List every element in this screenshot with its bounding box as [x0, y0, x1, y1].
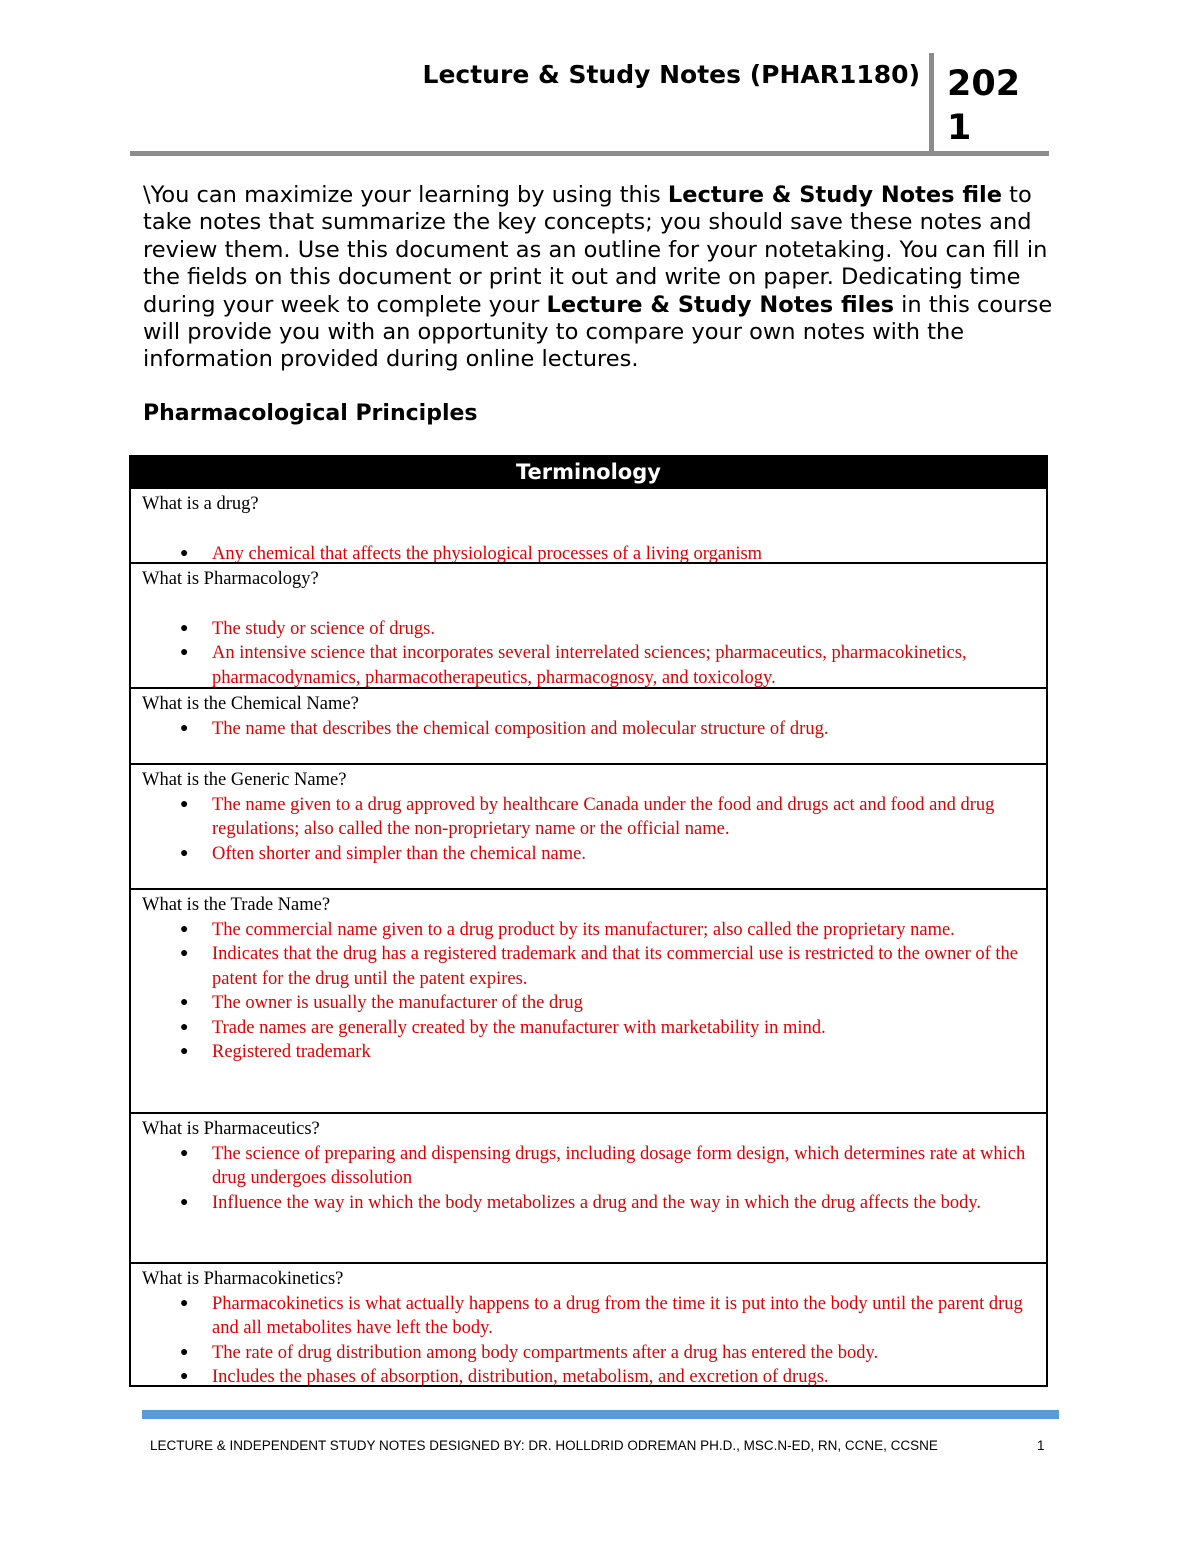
table-row-pharmacology[interactable] — [131, 562, 1046, 687]
answer-item — [142, 1040, 1038, 1065]
answer-item — [142, 991, 1038, 1016]
question-label: What is the Trade Name? — [142, 895, 331, 915]
intro-text-3: in this course will provide you with an opportunity to compare your own notes with the information provided during online lectures. — [143, 291, 1053, 373]
answer-text: The name that describes the chemical composition and molecular structure of drug. — [212, 718, 829, 739]
answer-item — [142, 793, 1038, 842]
bullet-icon: ● — [180, 1344, 189, 1360]
question-label: What is Pharmaceutics? — [142, 1119, 320, 1139]
table-row-trade-name[interactable] — [131, 888, 1046, 1112]
answer-item — [142, 942, 1038, 991]
answer-item — [142, 1142, 1038, 1191]
bullet-icon: ● — [180, 845, 189, 861]
question-label: What is the Chemical Name? — [142, 694, 359, 714]
header-divider-vertical — [929, 53, 934, 156]
answer-item — [142, 1016, 1038, 1041]
answer-text: The commercial name given to a drug product by its manufacturer; also called the proprietary name. — [212, 919, 955, 940]
bullet-icon: ● — [180, 545, 189, 561]
table-header: Terminology — [131, 457, 1046, 487]
answer-text: The rate of drug distribution among body compartments after a drug has entered the body. — [212, 1342, 879, 1363]
answer-item — [142, 1292, 1038, 1341]
answer-text: The name given to a drug approved by healthcare Canada under the food and drugs act and food and drug regulations; also called the non-proprietary name or the official name. — [212, 794, 995, 839]
bullet-icon: ● — [180, 1194, 189, 1210]
answer-text: Trade names are generally created by the manufacturer with marketability in mind. — [212, 1017, 826, 1038]
answer-list — [142, 918, 1038, 1065]
answer-text: Often shorter and simpler than the chemical name. — [212, 843, 586, 864]
question-label: What is the Generic Name? — [142, 770, 347, 790]
table-row-pharmaceutics[interactable] — [131, 1112, 1046, 1262]
bullet-icon: ● — [180, 720, 189, 736]
bullet-icon: ● — [180, 796, 189, 812]
answer-item — [142, 1365, 1038, 1385]
intro-text-1: \You can maximize your learning by using this — [143, 182, 668, 208]
answer-text: Pharmacokinetics is what actually happens to a drug from the time it is put into the body until the parent drug and all metabolites have left the body. — [212, 1293, 1023, 1338]
header-divider-horizontal — [130, 151, 1049, 156]
answer-item — [142, 641, 1038, 687]
intro-paragraph — [143, 182, 1073, 374]
table-row-drug[interactable] — [131, 487, 1046, 562]
bullet-icon: ● — [180, 1044, 189, 1059]
answer-list — [142, 1292, 1038, 1386]
answer-text: Indicates that the drug has a registered trademark and that its commercial use is restricted to the owner of the patent for the drug until the patent expires. — [212, 944, 1018, 989]
answer-text: The study or science of drugs. — [212, 618, 435, 639]
question-label: What is Pharmacokinetics? — [142, 1269, 344, 1289]
bullet-icon: ● — [180, 946, 189, 961]
answer-item — [142, 542, 1038, 563]
answer-item — [142, 1191, 1038, 1216]
bullet-icon: ● — [180, 921, 189, 937]
answer-list — [142, 1142, 1038, 1216]
intro-bold-1: Lecture & Study Notes file — [667, 182, 1003, 208]
answer-list — [142, 793, 1038, 867]
bullet-icon: ● — [180, 1019, 189, 1035]
answer-text: Any chemical that affects the physiological processes of a living organism — [212, 543, 763, 562]
question-label: What is Pharmacology? — [142, 569, 319, 589]
answer-item — [142, 918, 1038, 943]
bullet-icon: ● — [180, 1369, 189, 1384]
bullet-icon: ● — [180, 645, 189, 660]
bullet-icon: ● — [180, 620, 189, 636]
table-row-generic-name[interactable] — [131, 763, 1046, 888]
bullet-icon: ● — [180, 1295, 189, 1311]
answer-text: Influence the way in which the body metabolizes a drug and the way in which the drug affects the body. — [212, 1192, 982, 1213]
header-year: 2021 — [947, 64, 1021, 148]
bullet-icon: ● — [180, 995, 189, 1010]
intro-text-2: to take notes that summarize the key concepts; you should save these notes and review them. Use this document as an outline for your notetaking. You can fill in the fields on this document or print it out and write on paper. Dedicating time during your week to complete your — [143, 182, 1048, 318]
answer-item — [142, 1341, 1038, 1366]
answer-item — [142, 842, 1038, 867]
intro-bold-2: Lecture & Study Notes files — [546, 291, 894, 318]
footer-divider — [142, 1410, 1059, 1419]
section-heading: Pharmacological Principles — [143, 401, 478, 426]
bullet-icon: ● — [180, 1145, 189, 1161]
answer-item — [142, 617, 1038, 642]
header-title: Lecture & Study Notes (PHAR1180) — [422, 60, 920, 89]
answer-item — [142, 717, 1038, 742]
answer-text: The science of preparing and dispensing drugs, including dosage form design, which determines rate at which drug undergoes dissolution — [212, 1143, 1026, 1188]
terminology-table — [129, 455, 1048, 1387]
answer-list — [142, 542, 1038, 563]
page-number: 1 — [1037, 1438, 1045, 1453]
answer-text: Includes the phases of absorption, distribution, metabolism, and excretion of drugs. — [212, 1367, 829, 1385]
question-label: What is a drug? — [142, 494, 259, 514]
table-row-pharmacokinetics[interactable] — [131, 1262, 1046, 1385]
answer-text: The owner is usually the manufacturer of the drug — [212, 993, 583, 1013]
answer-list — [142, 717, 1038, 742]
answer-text: Registered trademark — [212, 1042, 371, 1062]
table-row-chemical-name[interactable] — [131, 687, 1046, 763]
answer-text: An intensive science that incorporates several interrelated sciences; pharmaceutics, pharmacokinetics, pharmacodynamics, pharmacotherapeutics, pharmacognosy, and toxicology. — [212, 643, 967, 687]
answer-list — [142, 617, 1038, 688]
footer-text: LECTURE & INDEPENDENT STUDY NOTES DESIGNED BY: DR. HOLLDRID ODREMAN PH.D., MSC.N-ED, RN, CCNE, CCSNE — [150, 1438, 938, 1453]
